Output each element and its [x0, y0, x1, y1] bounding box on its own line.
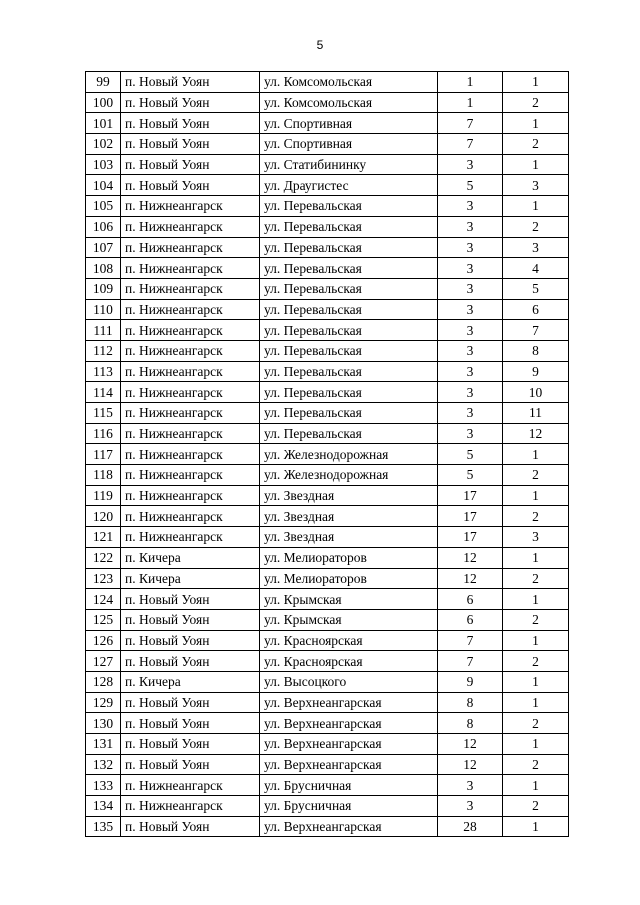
table-row [86, 671, 569, 692]
house-number-cell: 5 [438, 444, 503, 465]
apartment-number-cell: 1 [503, 775, 569, 796]
address-table-body [86, 72, 569, 837]
house-number-cell: 7 [438, 134, 503, 155]
apartment-number-cell: 2 [503, 651, 569, 672]
table-row [86, 175, 569, 196]
table-row [86, 816, 569, 837]
apartment-number-cell: 2 [503, 506, 569, 527]
street-cell: ул. Железнодорожная [260, 444, 438, 465]
house-number-cell: 12 [438, 547, 503, 568]
row-number: 106 [86, 216, 121, 237]
street-cell: ул. Мелиораторов [260, 568, 438, 589]
row-number: 131 [86, 734, 121, 755]
apartment-number-cell: 11 [503, 403, 569, 424]
settlement-cell: п. Нижнеангарск [121, 465, 260, 486]
table-row [86, 589, 569, 610]
apartment-number-cell: 5 [503, 278, 569, 299]
settlement-cell: п. Новый Уоян [121, 589, 260, 610]
apartment-number-cell: 9 [503, 361, 569, 382]
table-row [86, 444, 569, 465]
house-number-cell: 7 [438, 651, 503, 672]
settlement-cell: п. Нижнеангарск [121, 403, 260, 424]
house-number-cell: 3 [438, 299, 503, 320]
row-number: 122 [86, 547, 121, 568]
row-number: 124 [86, 589, 121, 610]
house-number-cell: 5 [438, 465, 503, 486]
apartment-number-cell: 1 [503, 547, 569, 568]
table-row [86, 754, 569, 775]
street-cell: ул. Комсомольская [260, 92, 438, 113]
house-number-cell: 12 [438, 754, 503, 775]
street-cell: ул. Статибининку [260, 154, 438, 175]
street-cell: ул. Красноярская [260, 630, 438, 651]
street-cell: ул. Верхнеангарская [260, 734, 438, 755]
house-number-cell: 3 [438, 320, 503, 341]
table-row [86, 154, 569, 175]
settlement-cell: п. Новый Уоян [121, 113, 260, 134]
apartment-number-cell: 2 [503, 465, 569, 486]
row-number: 113 [86, 361, 121, 382]
settlement-cell: п. Нижнеангарск [121, 423, 260, 444]
house-number-cell: 17 [438, 527, 503, 548]
row-number: 110 [86, 299, 121, 320]
street-cell: ул. Крымская [260, 609, 438, 630]
settlement-cell: п. Нижнеангарск [121, 796, 260, 817]
street-cell: ул. Высоцкого [260, 671, 438, 692]
house-number-cell: 3 [438, 361, 503, 382]
settlement-cell: п. Нижнеангарск [121, 506, 260, 527]
row-number: 134 [86, 796, 121, 817]
row-number: 99 [86, 72, 121, 93]
table-row [86, 340, 569, 361]
address-table [85, 71, 569, 837]
apartment-number-cell: 3 [503, 527, 569, 548]
street-cell: ул. Перевальская [260, 340, 438, 361]
page-number: 5 [316, 38, 324, 52]
row-number: 112 [86, 340, 121, 361]
house-number-cell: 8 [438, 692, 503, 713]
house-number-cell: 3 [438, 278, 503, 299]
row-number: 118 [86, 465, 121, 486]
table-row [86, 713, 569, 734]
apartment-number-cell: 1 [503, 444, 569, 465]
row-number: 114 [86, 382, 121, 403]
settlement-cell: п. Новый Уоян [121, 72, 260, 93]
street-cell: ул. Спортивная [260, 134, 438, 155]
apartment-number-cell: 2 [503, 92, 569, 113]
row-number: 102 [86, 134, 121, 155]
row-number: 119 [86, 485, 121, 506]
row-number: 109 [86, 278, 121, 299]
table-row [86, 506, 569, 527]
settlement-cell: п. Новый Уоян [121, 754, 260, 775]
house-number-cell: 6 [438, 609, 503, 630]
house-number-cell: 3 [438, 340, 503, 361]
house-number-cell: 9 [438, 671, 503, 692]
apartment-number-cell: 1 [503, 589, 569, 610]
street-cell: ул. Перевальская [260, 196, 438, 217]
street-cell: ул. Верхнеангарская [260, 692, 438, 713]
street-cell: ул. Звездная [260, 485, 438, 506]
table-row [86, 485, 569, 506]
settlement-cell: п. Нижнеангарск [121, 775, 260, 796]
settlement-cell: п. Нижнеангарск [121, 216, 260, 237]
table-row [86, 423, 569, 444]
row-number: 133 [86, 775, 121, 796]
table-row [86, 320, 569, 341]
row-number: 128 [86, 671, 121, 692]
house-number-cell: 7 [438, 113, 503, 134]
row-number: 121 [86, 527, 121, 548]
settlement-cell: п. Новый Уоян [121, 816, 260, 837]
table-row [86, 237, 569, 258]
street-cell: ул. Перевальская [260, 403, 438, 424]
apartment-number-cell: 1 [503, 630, 569, 651]
row-number: 111 [86, 320, 121, 341]
settlement-cell: п. Нижнеангарск [121, 278, 260, 299]
house-number-cell: 28 [438, 816, 503, 837]
table-row [86, 796, 569, 817]
row-number: 135 [86, 816, 121, 837]
row-number: 126 [86, 630, 121, 651]
settlement-cell: п. Нижнеангарск [121, 382, 260, 403]
row-number: 123 [86, 568, 121, 589]
table-row [86, 361, 569, 382]
house-number-cell: 17 [438, 506, 503, 527]
house-number-cell: 3 [438, 258, 503, 279]
settlement-cell: п. Нижнеангарск [121, 258, 260, 279]
table-row [86, 113, 569, 134]
apartment-number-cell: 2 [503, 568, 569, 589]
table-row [86, 299, 569, 320]
settlement-cell: п. Новый Уоян [121, 651, 260, 672]
house-number-cell: 6 [438, 589, 503, 610]
street-cell: ул. Перевальская [260, 216, 438, 237]
table-row [86, 568, 569, 589]
house-number-cell: 3 [438, 796, 503, 817]
row-number: 104 [86, 175, 121, 196]
row-number: 130 [86, 713, 121, 734]
house-number-cell: 3 [438, 403, 503, 424]
street-cell: ул. Перевальская [260, 258, 438, 279]
house-number-cell: 1 [438, 72, 503, 93]
row-number: 100 [86, 92, 121, 113]
table-row [86, 547, 569, 568]
settlement-cell: п. Кичера [121, 568, 260, 589]
house-number-cell: 7 [438, 630, 503, 651]
row-number: 103 [86, 154, 121, 175]
apartment-number-cell: 2 [503, 216, 569, 237]
house-number-cell: 3 [438, 216, 503, 237]
house-number-cell: 17 [438, 485, 503, 506]
table-row [86, 692, 569, 713]
apartment-number-cell: 1 [503, 72, 569, 93]
street-cell: ул. Перевальская [260, 237, 438, 258]
street-cell: ул. Верхнеангарская [260, 713, 438, 734]
table-row [86, 216, 569, 237]
street-cell: ул. Перевальская [260, 320, 438, 341]
row-number: 115 [86, 403, 121, 424]
house-number-cell: 3 [438, 237, 503, 258]
row-number: 132 [86, 754, 121, 775]
table-row [86, 775, 569, 796]
apartment-number-cell: 1 [503, 485, 569, 506]
settlement-cell: п. Новый Уоян [121, 134, 260, 155]
apartment-number-cell: 1 [503, 671, 569, 692]
row-number: 108 [86, 258, 121, 279]
settlement-cell: п. Нижнеангарск [121, 527, 260, 548]
table-row [86, 92, 569, 113]
apartment-number-cell: 2 [503, 134, 569, 155]
house-number-cell: 3 [438, 196, 503, 217]
table-row [86, 651, 569, 672]
settlement-cell: п. Нижнеангарск [121, 361, 260, 382]
row-number: 120 [86, 506, 121, 527]
settlement-cell: п. Новый Уоян [121, 175, 260, 196]
table-row [86, 403, 569, 424]
settlement-cell: п. Кичера [121, 547, 260, 568]
street-cell: ул. Драугистес [260, 175, 438, 196]
settlement-cell: п. Новый Уоян [121, 154, 260, 175]
settlement-cell: п. Новый Уоян [121, 713, 260, 734]
row-number: 127 [86, 651, 121, 672]
table-row [86, 630, 569, 651]
settlement-cell: п. Нижнеангарск [121, 485, 260, 506]
settlement-cell: п. Новый Уоян [121, 630, 260, 651]
settlement-cell: п. Нижнеангарск [121, 320, 260, 341]
apartment-number-cell: 2 [503, 754, 569, 775]
settlement-cell: п. Новый Уоян [121, 734, 260, 755]
settlement-cell: п. Новый Уоян [121, 609, 260, 630]
table-row [86, 196, 569, 217]
settlement-cell: п. Нижнеангарск [121, 237, 260, 258]
apartment-number-cell: 2 [503, 609, 569, 630]
house-number-cell: 8 [438, 713, 503, 734]
apartment-number-cell: 2 [503, 796, 569, 817]
row-number: 105 [86, 196, 121, 217]
row-number: 129 [86, 692, 121, 713]
table-row [86, 527, 569, 548]
apartment-number-cell: 1 [503, 816, 569, 837]
apartment-number-cell: 8 [503, 340, 569, 361]
table-row [86, 134, 569, 155]
settlement-cell: п. Нижнеангарск [121, 299, 260, 320]
apartment-number-cell: 1 [503, 196, 569, 217]
row-number: 116 [86, 423, 121, 444]
house-number-cell: 3 [438, 154, 503, 175]
house-number-cell: 5 [438, 175, 503, 196]
street-cell: ул. Верхнеангарская [260, 816, 438, 837]
street-cell: ул. Брусничная [260, 796, 438, 817]
street-cell: ул. Спортивная [260, 113, 438, 134]
house-number-cell: 1 [438, 92, 503, 113]
street-cell: ул. Мелиораторов [260, 547, 438, 568]
table-row [86, 609, 569, 630]
table-row [86, 258, 569, 279]
apartment-number-cell: 3 [503, 175, 569, 196]
table-row [86, 72, 569, 93]
street-cell: ул. Перевальская [260, 278, 438, 299]
table-row [86, 465, 569, 486]
house-number-cell: 3 [438, 775, 503, 796]
table-row [86, 382, 569, 403]
settlement-cell: п. Новый Уоян [121, 692, 260, 713]
apartment-number-cell: 1 [503, 154, 569, 175]
table-row [86, 734, 569, 755]
street-cell: ул. Перевальская [260, 299, 438, 320]
street-cell: ул. Перевальская [260, 361, 438, 382]
row-number: 125 [86, 609, 121, 630]
apartment-number-cell: 1 [503, 113, 569, 134]
apartment-number-cell: 10 [503, 382, 569, 403]
street-cell: ул. Железнодорожная [260, 465, 438, 486]
house-number-cell: 12 [438, 734, 503, 755]
street-cell: ул. Красноярская [260, 651, 438, 672]
street-cell: ул. Перевальская [260, 382, 438, 403]
street-cell: ул. Звездная [260, 506, 438, 527]
table-row [86, 278, 569, 299]
street-cell: ул. Перевальская [260, 423, 438, 444]
settlement-cell: п. Кичера [121, 671, 260, 692]
street-cell: ул. Верхнеангарская [260, 754, 438, 775]
apartment-number-cell: 1 [503, 692, 569, 713]
house-number-cell: 12 [438, 568, 503, 589]
street-cell: ул. Звездная [260, 527, 438, 548]
apartment-number-cell: 6 [503, 299, 569, 320]
settlement-cell: п. Нижнеангарск [121, 340, 260, 361]
apartment-number-cell: 4 [503, 258, 569, 279]
apartment-number-cell: 2 [503, 713, 569, 734]
settlement-cell: п. Нижнеангарск [121, 444, 260, 465]
settlement-cell: п. Новый Уоян [121, 92, 260, 113]
house-number-cell: 3 [438, 382, 503, 403]
apartment-number-cell: 7 [503, 320, 569, 341]
street-cell: ул. Крымская [260, 589, 438, 610]
house-number-cell: 3 [438, 423, 503, 444]
street-cell: ул. Брусничная [260, 775, 438, 796]
row-number: 117 [86, 444, 121, 465]
apartment-number-cell: 12 [503, 423, 569, 444]
street-cell: ул. Комсомольская [260, 72, 438, 93]
row-number: 101 [86, 113, 121, 134]
settlement-cell: п. Нижнеангарск [121, 196, 260, 217]
apartment-number-cell: 3 [503, 237, 569, 258]
row-number: 107 [86, 237, 121, 258]
apartment-number-cell: 1 [503, 734, 569, 755]
